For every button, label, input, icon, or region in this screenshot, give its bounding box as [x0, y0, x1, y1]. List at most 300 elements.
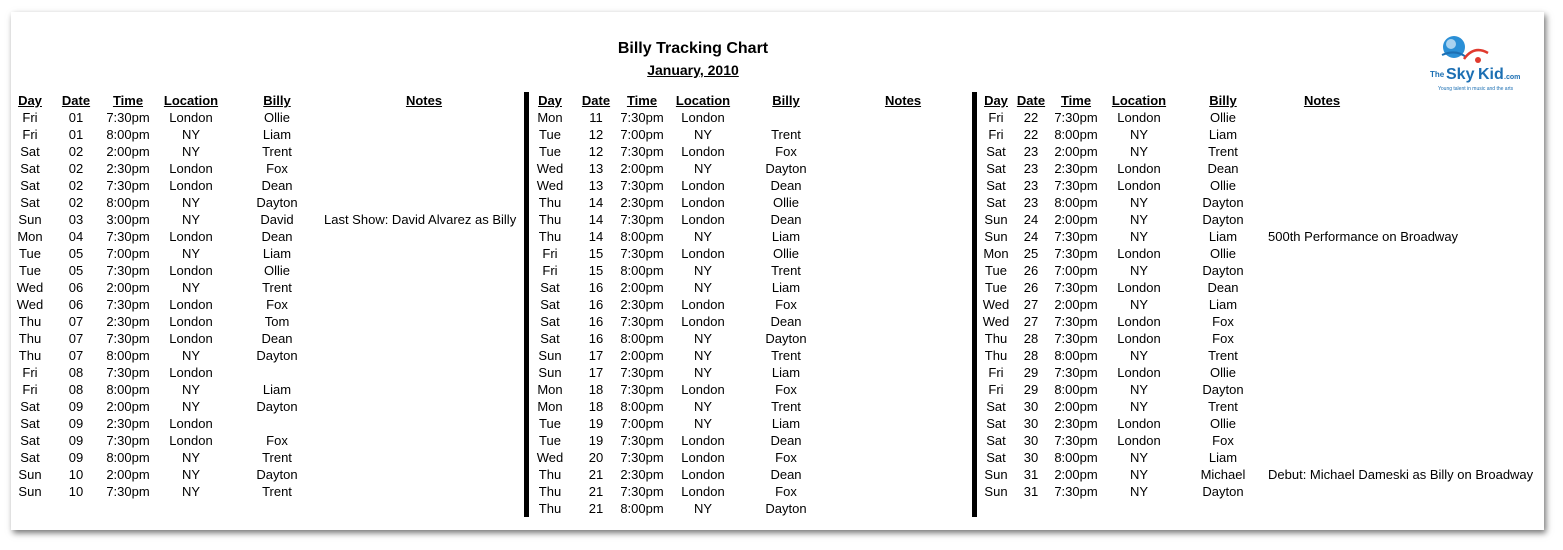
cell-location: NY [181, 127, 201, 142]
cell-day: Mon [537, 382, 563, 397]
cell-date: 07 [68, 348, 84, 363]
table-row [0, 415, 520, 432]
cell-notes [324, 177, 524, 194]
cell-billy: Dean [261, 229, 293, 244]
cell-date: 30 [1023, 416, 1039, 431]
header-notes: Notes [1303, 93, 1341, 108]
cell-notes [324, 432, 524, 449]
table-row [0, 177, 520, 194]
cell-billy: Liam [262, 246, 292, 261]
cell-location: NY [1129, 348, 1149, 363]
cell-notes [324, 381, 524, 398]
table-row [0, 194, 520, 211]
cell-location: London [169, 229, 213, 244]
cell-time: 2:00pm [106, 144, 150, 159]
cell-day: Sun [18, 212, 42, 227]
cell-location: London [681, 314, 725, 329]
cell-date: 27 [1023, 314, 1039, 329]
cell-billy: Ollie [1209, 110, 1236, 125]
cell-location: London [681, 212, 725, 227]
cell-date: 24 [1023, 229, 1039, 244]
cell-time: 7:30pm [106, 229, 150, 244]
cell-time: 7:30pm [106, 331, 150, 346]
cell-date: 03 [68, 212, 84, 227]
cell-notes [1268, 313, 1548, 330]
cell-time: 7:30pm [620, 365, 664, 380]
cell-time: 2:30pm [620, 195, 664, 210]
table-row [0, 449, 520, 466]
cell-date: 25 [1023, 246, 1039, 261]
cell-notes [324, 126, 524, 143]
table-row [0, 126, 520, 143]
cell-time: 7:30pm [1054, 365, 1098, 380]
cell-location: NY [1129, 484, 1149, 499]
table-row [966, 245, 1486, 262]
table-row [520, 347, 1040, 364]
cell-time: 2:00pm [1054, 467, 1098, 482]
cell-notes [1268, 449, 1548, 466]
cell-day: Sat [20, 433, 40, 448]
cell-day: Thu [538, 229, 562, 244]
cell-time: 7:00pm [620, 127, 664, 142]
cell-day: Tue [985, 280, 1007, 295]
cell-billy [240, 415, 314, 432]
cell-notes [324, 347, 524, 364]
cell-date: 30 [1023, 433, 1039, 448]
cell-billy: Ollie [1209, 365, 1236, 380]
table-row [966, 347, 1486, 364]
cell-time: 8:00pm [1054, 127, 1098, 142]
cell-location: London [1117, 161, 1161, 176]
cell-date: 01 [68, 127, 84, 142]
header-time: Time [626, 93, 658, 108]
cell-location: London [1117, 416, 1161, 431]
cell-location: London [1117, 433, 1161, 448]
cell-date: 07 [68, 331, 84, 346]
cell-billy: Ollie [772, 246, 799, 261]
cell-billy: Trent [262, 144, 292, 159]
cell-date: 16 [588, 314, 604, 329]
header-row [520, 92, 1040, 109]
cell-date: 10 [68, 467, 84, 482]
cell-billy: Trent [1208, 399, 1238, 414]
cell-billy: Dean [1207, 161, 1239, 176]
cell-location: NY [693, 399, 713, 414]
cell-notes [324, 398, 524, 415]
cell-date: 11 [589, 110, 603, 125]
cell-day: Fri [22, 110, 38, 125]
cell-time: 7:30pm [620, 212, 664, 227]
cell-day: Thu [538, 195, 562, 210]
cell-date: 21 [588, 501, 604, 516]
cell-date: 20 [588, 450, 604, 465]
cell-time: 7:30pm [620, 178, 664, 193]
table-row [0, 347, 520, 364]
cell-notes: 500th Performance on Broadway [1268, 229, 1459, 244]
cell-notes [324, 483, 524, 500]
cell-billy: Dayton [256, 195, 298, 210]
cell-billy: Trent [771, 127, 801, 142]
cell-notes [324, 296, 524, 313]
table-row [0, 398, 520, 415]
cell-day: Tue [985, 263, 1007, 278]
cell-date: 22 [1023, 127, 1039, 142]
cell-location: NY [1129, 195, 1149, 210]
cell-date: 04 [68, 229, 84, 244]
cell-time: 2:30pm [106, 416, 150, 431]
table-row [520, 160, 1040, 177]
cell-day: Thu [538, 467, 562, 482]
table-row [520, 483, 1040, 500]
cell-billy: Ollie [772, 195, 799, 210]
cell-location: NY [181, 246, 201, 261]
cell-time: 7:30pm [1054, 314, 1098, 329]
cell-date: 26 [1023, 263, 1039, 278]
cell-time: 7:30pm [1054, 246, 1098, 261]
cell-date: 05 [68, 263, 84, 278]
cell-location: London [1117, 110, 1161, 125]
cell-location: NY [693, 229, 713, 244]
cell-notes [324, 143, 524, 160]
cell-date: 15 [588, 263, 604, 278]
cell-day: Wed [16, 297, 44, 312]
cell-day: Thu [538, 212, 562, 227]
cell-notes [1268, 483, 1548, 500]
cell-location: NY [1129, 297, 1149, 312]
cell-time: 3:00pm [106, 212, 150, 227]
cell-location: London [169, 314, 213, 329]
table-row [520, 296, 1040, 313]
cell-notes [1268, 177, 1548, 194]
cell-time: 7:30pm [620, 314, 664, 329]
cell-billy: Fox [1212, 314, 1234, 329]
cell-notes [324, 449, 524, 466]
cell-date: 29 [1023, 365, 1039, 380]
cell-billy: Dean [770, 314, 802, 329]
cell-location: London [169, 365, 213, 380]
table-row [966, 262, 1486, 279]
cell-time: 2:00pm [1054, 144, 1098, 159]
table-row [966, 126, 1486, 143]
header-location: Location [675, 93, 731, 108]
cell-location: London [169, 263, 213, 278]
cell-billy [748, 109, 824, 126]
cell-time: 7:30pm [106, 365, 150, 380]
cell-day: Tue [539, 416, 561, 431]
header-time: Time [1060, 93, 1092, 108]
cell-location: London [1117, 314, 1161, 329]
cell-time: 7:30pm [106, 484, 150, 499]
cell-day: Thu [18, 348, 42, 363]
table-row [520, 466, 1040, 483]
cell-time: 7:30pm [620, 144, 664, 159]
cell-notes [1268, 398, 1548, 415]
cell-notes [324, 313, 524, 330]
cell-date: 08 [68, 365, 84, 380]
header-day: Day [18, 93, 42, 108]
cell-billy: Liam [771, 416, 801, 431]
table-row [966, 415, 1486, 432]
cell-billy: Dayton [256, 467, 298, 482]
cell-billy: Dean [261, 178, 293, 193]
cell-billy: Dayton [765, 331, 807, 346]
cell-billy: Liam [771, 280, 801, 295]
cell-location: NY [181, 467, 201, 482]
cell-day: Fri [22, 382, 38, 397]
cell-location: NY [693, 127, 713, 142]
table-row [966, 109, 1486, 126]
cell-time: 7:30pm [106, 110, 150, 125]
cell-time: 8:00pm [1054, 382, 1098, 397]
cell-date: 29 [1023, 382, 1039, 397]
cell-time: 7:30pm [106, 178, 150, 193]
cell-date: 02 [68, 161, 84, 176]
cell-day: Thu [18, 314, 42, 329]
table-row [520, 177, 1040, 194]
cell-location: London [681, 144, 725, 159]
cell-billy: Ollie [263, 110, 290, 125]
svg-text:Young talent in music and the: Young talent in music and the arts [1438, 86, 1514, 92]
table-row [520, 330, 1040, 347]
table-row [0, 381, 520, 398]
cell-date: 27 [1023, 297, 1039, 312]
cell-billy: Michael [1200, 467, 1246, 482]
cell-billy: Dean [770, 178, 802, 193]
table-row [966, 296, 1486, 313]
cell-billy: Dean [261, 331, 293, 346]
cell-day: Sat [20, 195, 40, 210]
cell-time: 2:30pm [620, 467, 664, 482]
cell-notes [1268, 143, 1548, 160]
cell-notes [324, 160, 524, 177]
cell-location: London [681, 467, 725, 482]
cell-notes [1268, 194, 1548, 211]
cell-notes [324, 228, 524, 245]
cell-billy: Fox [266, 433, 288, 448]
cell-time: 2:00pm [620, 161, 664, 176]
table-row [966, 432, 1486, 449]
cell-date: 12 [588, 127, 604, 142]
cell-billy: Trent [771, 399, 801, 414]
cell-day: Thu [538, 501, 562, 516]
header-notes: Notes [405, 93, 443, 108]
table-row [520, 398, 1040, 415]
cell-date: 21 [588, 484, 604, 499]
cell-time: 7:30pm [1054, 178, 1098, 193]
cell-date: 19 [588, 433, 604, 448]
cell-notes [1268, 381, 1548, 398]
cell-day: Sat [540, 314, 560, 329]
cell-billy: Dayton [1202, 382, 1244, 397]
cell-location: NY [181, 399, 201, 414]
cell-date: 19 [588, 416, 604, 431]
cell-day: Fri [22, 365, 38, 380]
table-row [520, 194, 1040, 211]
header-row [0, 92, 520, 109]
cell-notes [876, 500, 1076, 517]
cell-date: 12 [588, 144, 604, 159]
cell-day: Sat [20, 416, 40, 431]
cell-location: London [1117, 365, 1161, 380]
cell-date: 08 [68, 382, 84, 397]
cell-date: 07 [68, 314, 84, 329]
cell-day: Thu [984, 331, 1008, 346]
cell-day: Sat [540, 331, 560, 346]
svg-text:The: The [1430, 70, 1445, 79]
cell-day: Thu [984, 348, 1008, 363]
cell-billy: Ollie [263, 263, 290, 278]
cell-time: 2:00pm [106, 467, 150, 482]
cell-time: 7:30pm [1054, 331, 1098, 346]
cell-time: 7:30pm [620, 110, 664, 125]
cell-billy: Ollie [1209, 416, 1236, 431]
cell-time: 8:00pm [620, 501, 664, 516]
cell-billy: Dayton [1202, 263, 1244, 278]
cell-time: 7:30pm [620, 484, 664, 499]
table-row [966, 449, 1486, 466]
cell-billy: Tom [264, 314, 290, 329]
table-row [966, 279, 1486, 296]
cell-notes: Debut: Michael Dameski as Billy on Broadway [1268, 467, 1534, 482]
cell-date: 14 [588, 229, 604, 244]
table-row [520, 126, 1040, 143]
cell-day: Sun [538, 365, 562, 380]
cell-day: Sat [986, 161, 1006, 176]
cell-day: Sat [20, 161, 40, 176]
cell-date: 24 [1023, 212, 1039, 227]
cell-notes [324, 330, 524, 347]
cell-notes [1268, 364, 1548, 381]
cell-time: 8:00pm [106, 450, 150, 465]
cell-day: Sat [986, 433, 1006, 448]
cell-billy: Dayton [765, 501, 807, 516]
cell-billy: Dean [770, 433, 802, 448]
cell-day: Sat [986, 144, 1006, 159]
cell-day: Fri [542, 263, 558, 278]
cell-billy: Dean [1207, 280, 1239, 295]
cell-day: Sun [984, 229, 1008, 244]
table-row [0, 279, 520, 296]
cell-location: NY [1129, 212, 1149, 227]
cell-time: 2:00pm [1054, 399, 1098, 414]
chart-title: Billy Tracking Chart [617, 40, 769, 57]
cell-location: NY [693, 331, 713, 346]
cell-billy: Trent [771, 263, 801, 278]
cell-day: Sat [986, 178, 1006, 193]
cell-location: NY [181, 212, 201, 227]
cell-billy: Dayton [1202, 195, 1244, 210]
header-day: Day [984, 93, 1008, 108]
cell-location: London [1117, 178, 1161, 193]
cell-notes [1268, 296, 1548, 313]
cell-billy: Dean [770, 467, 802, 482]
cell-notes [324, 364, 524, 381]
header-time: Time [112, 93, 144, 108]
cell-date: 09 [68, 399, 84, 414]
table-row [0, 160, 520, 177]
cell-billy: Trent [1208, 144, 1238, 159]
table-row [966, 143, 1486, 160]
cell-billy: Ollie [1209, 246, 1236, 261]
cell-day: Sat [20, 450, 40, 465]
cell-day: Tue [539, 433, 561, 448]
cell-day: Sat [540, 297, 560, 312]
cell-time: 7:30pm [1054, 110, 1098, 125]
cell-day: Sat [20, 144, 40, 159]
table-row [520, 279, 1040, 296]
cell-date: 09 [68, 450, 84, 465]
cell-location: London [681, 110, 725, 125]
table-row [520, 449, 1040, 466]
table-row [520, 415, 1040, 432]
cell-date: 13 [588, 161, 604, 176]
cell-date: 16 [588, 280, 604, 295]
cell-location: London [169, 110, 213, 125]
cell-day: Wed [982, 297, 1010, 312]
cell-billy: David [260, 212, 294, 227]
table-row [520, 500, 1040, 517]
cell-notes [1268, 262, 1548, 279]
cell-time: 2:30pm [1054, 161, 1098, 176]
table-row [0, 466, 520, 483]
header-location: Location [163, 93, 219, 108]
cell-location: NY [1129, 467, 1149, 482]
cell-location: NY [1129, 450, 1149, 465]
cell-day: Thu [538, 484, 562, 499]
cell-location: London [681, 195, 725, 210]
cell-day: Mon [537, 399, 563, 414]
cell-notes [1268, 330, 1548, 347]
cell-day: Sun [984, 467, 1008, 482]
cell-time: 8:00pm [620, 263, 664, 278]
cell-billy: Trent [771, 348, 801, 363]
cell-time: 7:30pm [620, 433, 664, 448]
cell-billy: Fox [266, 161, 288, 176]
table-row [966, 211, 1486, 228]
cell-time: 7:30pm [106, 263, 150, 278]
cell-time: 8:00pm [620, 229, 664, 244]
cell-billy: Trent [262, 484, 292, 499]
table-row [0, 228, 520, 245]
cell-day: Sat [20, 399, 40, 414]
cell-date: 09 [68, 416, 84, 431]
cell-date: 22 [1023, 110, 1039, 125]
cell-billy: Fox [775, 297, 797, 312]
cell-date: 02 [68, 144, 84, 159]
cell-date: 23 [1023, 144, 1039, 159]
cell-notes: Last Show: David Alvarez as Billy [324, 212, 517, 227]
cell-time: 2:00pm [1054, 212, 1098, 227]
cell-date: 14 [588, 212, 604, 227]
cell-billy: Liam [771, 229, 801, 244]
cell-day: Sat [20, 178, 40, 193]
table-row [0, 313, 520, 330]
cell-location: London [681, 382, 725, 397]
cell-notes [324, 279, 524, 296]
cell-location: London [1117, 280, 1161, 295]
cell-day: Mon [983, 246, 1009, 261]
cell-date: 17 [588, 365, 604, 380]
cell-day: Wed [16, 280, 44, 295]
cell-time: 8:00pm [106, 348, 150, 363]
cell-date: 18 [588, 382, 604, 397]
cell-time: 7:30pm [1054, 433, 1098, 448]
cell-billy: Dean [770, 212, 802, 227]
theskykid-logo-graphic [1418, 27, 1530, 97]
cell-location: London [169, 433, 213, 448]
table-row [966, 398, 1486, 415]
header-row [966, 92, 1486, 109]
